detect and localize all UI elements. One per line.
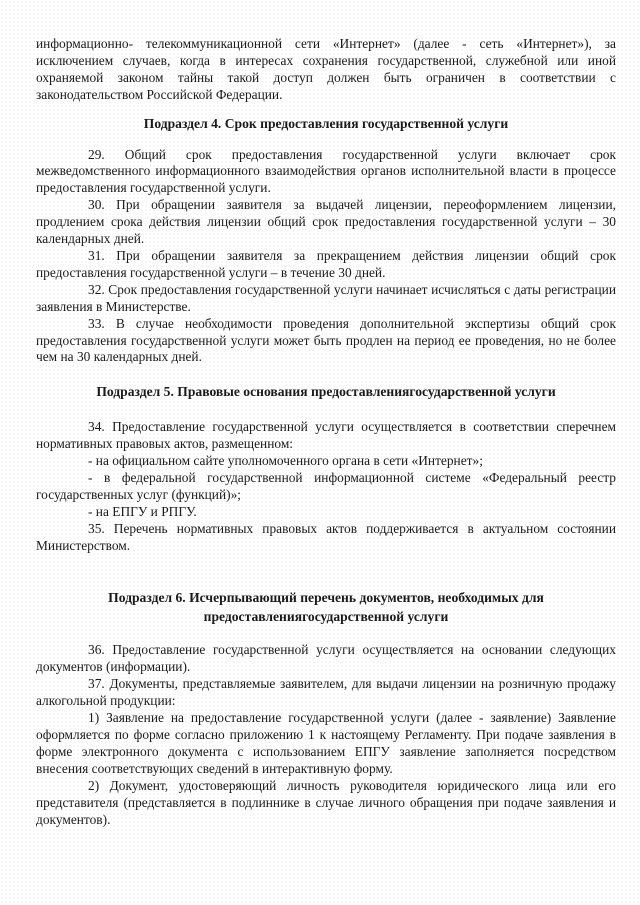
- bullet-official-site: - на официальном сайте уполномоченного органа в сети «Интернет»;: [88, 453, 483, 469]
- clause-36: 36. Предоставление государственной услуги осуществляется на основании следующих документов (информации).: [36, 642, 616, 675]
- subsection-6-heading: [36, 588, 616, 626]
- clause-37-item-1: 1) Заявление на предоставление государственной услуги (далее - заявление) Заявление оформляется по форме согласно приложению 1 к настоящему Регламенту. При подаче заявления в форме электронного документа с использованием ЕПГУ заявление заполняется посредством внесения соответствующих сведений в интерактивную форму.: [36, 710, 616, 776]
- clause-37: 37. Документы, представляемые заявителем, для выдачи лицензии на розничную продажу алкогольной продукции:: [36, 676, 616, 709]
- clause-30: 30. При обращении заявителя за выдачей лицензии, переоформлением лицензии, продлением срока действия лицензии общий срок предоставления государственной услуги – 30 календарных дней.: [36, 197, 616, 247]
- intro-paragraph: информационно- телекоммуникационной сети «Интернет» (далее - сеть «Интернет»), за исключением случаев, когда в интересах сохранения государственной, служебной или иной охраняемой законом тайны такой доступ должен быть ограничен в соответствии с законодательством Российской Федерации.: [36, 36, 616, 102]
- clause-35: 35. Перечень нормативных правовых актов поддерживается в актуальном состоянии Министерством.: [36, 520, 616, 553]
- clause-29: 29. Общий срок предоставления государственной услуги включает срок межведомственного информационного взаимодействия органов исполнительной власти в процессе предоставления государственной услуги.: [36, 146, 616, 196]
- bullet-federal-registry: - в федеральной государственной информационной системе «Федеральный реестр государственных услуг (функций)»;: [36, 469, 616, 502]
- clause-37-item-2: 2) Документ, удостоверяющий личность руководителя юридического лица или его представителя (представляется в подлиннике в случае личного обращения при подаче заявления и документов).: [36, 777, 616, 827]
- bullet-epgu-rpgu: - на ЕПГУ и РПГУ.: [88, 503, 197, 519]
- subsection-6-heading-line2: предоставлениягосударственной услуги: [203, 609, 449, 625]
- subsection-4-heading: Подраздел 4. Срок предоставления государственной услуги: [143, 115, 509, 131]
- clause-31: 31. При обращении заявителя за прекращением действия лицензии общий срок предоставления государственной услуги – в течение 30 дней.: [36, 247, 616, 280]
- clause-34: 34. Предоставление государственной услуги осуществляется в соответствии сперечнем нормативных правовых актов, размещенном:: [36, 419, 616, 452]
- clause-32: 32. Срок предоставления государственной услуги начинает исчисляться с даты регистрации заявления в Министерстве.: [36, 281, 616, 314]
- subsection-6-heading-line1: Подраздел 6. Исчерпывающий перечень документов, необходимых для: [108, 590, 544, 606]
- clause-33: 33. В случае необходимости проведения дополнительной экспертизы общий срок предоставления государственной услуги может быть продлен на период ее проведения, но не более чем на 30 календарных дней.: [36, 315, 616, 365]
- subsection-5-heading: Подраздел 5. Правовые основания предоставлениягосударственной услуги: [96, 384, 556, 400]
